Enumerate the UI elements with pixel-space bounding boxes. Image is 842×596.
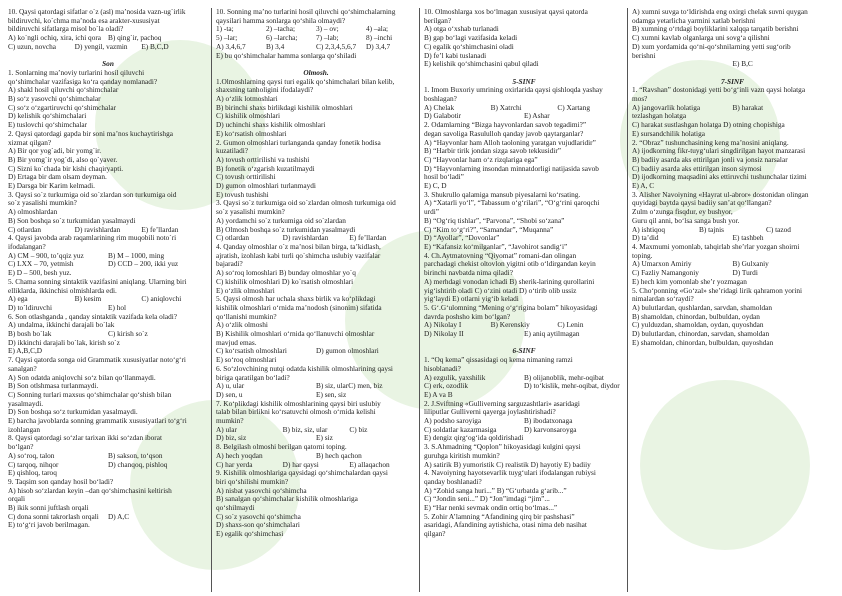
answer-options-row (632, 104, 833, 113)
text-line: C) so‘z o‘zgartiruvchi qo‘shimchalar (8, 103, 116, 112)
text-line: E) kelishik qo‘shimchasini qabul qiladi (424, 60, 539, 69)
answer-option: D) Galabotir (424, 111, 462, 121)
answer-option: C) kirish so`z (108, 329, 148, 339)
text-line: D) shaxs-son qo‘shimchalari (216, 521, 300, 530)
answer-option: C) aniqlovchi (141, 294, 182, 304)
text-line: davrda poshsho kim bo‘lgan? (424, 312, 511, 321)
text-line: E) bu qo‘shimchalar hamma sonlarga qo‘shiladi (216, 51, 357, 60)
text-line: 4. Maxmumi yomonlab, tahqirlab she’rlar yozgan shoirni (632, 242, 800, 251)
answer-option: 3) – ov; (316, 24, 339, 34)
text-line: biriga qaratilgan bo‘ladi? (216, 373, 290, 382)
answer-options-row (216, 347, 416, 356)
text-line: 3. S.Ahmadning “Qoplon” hikoyasidagi kulgini qaysi (424, 443, 581, 452)
answer-option: C) Fazliy Namangoniy (632, 268, 699, 278)
answer-option: B) Kerenskiy (490, 320, 530, 330)
text-line (632, 69, 833, 78)
text-line: D) ijodkorning maqsadini aks ettiruvchi tushunchalar tizimi (632, 173, 807, 182)
text-line: bildiruvchi sifatlarga misol bo`la oladi? (8, 25, 124, 34)
answer-option: B) Xatrchi (490, 102, 522, 112)
answer-option: A) ular (216, 424, 237, 434)
answer-options-row (424, 426, 624, 435)
text-line: elliklarda, ikkinchisi olmishlarda edi. (8, 286, 117, 295)
text-line: B) Bir yomg`ir yog`di, also qo`yaver. (8, 155, 118, 164)
answer-options-row (216, 461, 416, 470)
text-line: B) xumning o‘rtdagi boyliklarini xalqqa tarqatib berishni (632, 25, 799, 34)
text-line: 2. Qaysi qatordagi gapda bir soni ma’nos kuchaytirishga (8, 129, 173, 138)
text-line: C) xumni kavlab olganlarga uni sovg‘a qilishni (632, 34, 770, 43)
text-line: D) kelishik qo‘shimchalari (8, 112, 87, 121)
answer-option: B) Gulxaniy (732, 259, 769, 269)
text-line: A) otga o‘xshab turlanadi (424, 25, 499, 34)
answer-option: E) tashbeh (732, 233, 764, 243)
text-line: A) Son odatda aniqlovchi so‘z bilan qo‘llanmaydi. (8, 373, 156, 382)
answer-options-row (424, 112, 624, 121)
answer-option: A) so‘roq, talon (8, 450, 55, 460)
test-page (4, 8, 838, 592)
answer-options-row (8, 513, 208, 522)
text-line: E) dengiz qirg‘og‘ida qoldirishadi (424, 434, 524, 443)
answer-option: D) ravishlardan (74, 224, 121, 234)
section-heading: 6-SINF (512, 347, 536, 356)
answer-options-row (424, 382, 624, 391)
answer-option: D) CCD – 200, ikki yuz (108, 259, 179, 269)
answer-options-row (8, 330, 208, 339)
answer-options-row (632, 269, 833, 278)
answer-option: C) Xartang (557, 102, 590, 112)
text-line: shaxsning tanholigini ifodalaydi? (216, 86, 314, 95)
text-line: qo‘llanishi mumkin? (216, 312, 277, 321)
text-line: C) egalik qo‘shimchasini oladi (424, 42, 514, 51)
text-line: mavjud emas. (216, 338, 257, 347)
text-line: E) tuslovchi qo‘shimchalar (8, 121, 88, 130)
column-4 (628, 8, 836, 592)
text-line: A) tovush orttirilishi va tushishi (216, 155, 310, 164)
answer-option: A) CM – 900, to’qqiz yuz (8, 250, 84, 260)
text-line: B) “Harbir tirik jondan sizga savob tekkusidir” (424, 147, 561, 156)
text-line: talab bilan birlikni ko‘rsatuvchi olmosh o‘rnida kelishi (216, 408, 376, 417)
text-line: A) nisbat yasovchi qo‘shimcha (216, 486, 307, 495)
text-line: 3. Shukrullo qalamiga mansub piyesalarni ko‘rsating. (424, 190, 581, 199)
text-line: 9. Taqsim son qanday hosil bo‘ladi? (8, 477, 114, 486)
text-line: E) so‘roq olmoshlari (216, 356, 277, 365)
answer-option: C) LXX – 70, yetmish (8, 259, 74, 269)
answer-option: B) tajnis (699, 224, 724, 234)
answer-option: C) biz (349, 424, 368, 434)
answer-option: D) yengil, vazmin (74, 41, 128, 51)
section-heading: Son (102, 60, 114, 69)
answer-option: D) har qaysi (282, 459, 319, 469)
text-line: 6. Son otlashganda , qanday sintaktik vazifada kela oladi? (8, 312, 177, 321)
answer-option: 5) –lar; (216, 33, 238, 43)
text-line: B) badiiy asarda aks ettirilgan jonli va jonsiz narsalar (632, 155, 788, 164)
answer-option: D) to`ldiruvchi (8, 302, 52, 312)
text-line: 1. Sonlarning ma’noviy turlarini hosil qiluvchi (8, 68, 145, 77)
text-line: 4. Navoiyning hayotsevarlik tuyg‘ulari ifodalangan rubiysi (424, 469, 596, 478)
text-line: xizmat qilgan? (8, 138, 52, 147)
answer-option: A) ishtiqoq (632, 224, 666, 234)
text-line: A) Bir qor yog`adi, bir yomg`ir. (8, 147, 102, 156)
section-heading: 7-SINF (720, 77, 745, 86)
text-line: hisoblanadi? (424, 364, 461, 373)
text-line: 9. Kishilik olmoshlariga qaysidagi qo‘shimchalardan qaysi (216, 469, 388, 478)
answer-option: 1) -ta; (216, 24, 234, 34)
answer-option: C) ko‘rsatish olmoshlari (216, 346, 287, 356)
text-line: 1. Imom Buxoriy umrining oxirlarida qaysi qishloqda yashay (424, 86, 603, 95)
text-line: toping. (632, 251, 653, 260)
answer-option: C) otlardan (216, 233, 250, 243)
answer-option: A) Nikolay I (424, 320, 462, 330)
text-line: qaysilari hamma sonlarga qo‘shila olmaydi? (216, 16, 346, 25)
answer-options-row (632, 234, 833, 243)
text-line: E) tovush tushishi (216, 190, 269, 199)
text-line: 1. “Oq kema” qissasidagi oq kema nimaning ramzi (424, 356, 573, 365)
text-line: 3. Qaysi so`z turkumiga oid so`zlardan son turkumiga oid (8, 190, 177, 199)
text-line: yasalmaydi. (8, 399, 44, 408)
answer-option: E) hol (108, 302, 127, 312)
text-line (424, 339, 624, 348)
text-line: E) sursandchilik holatiga (632, 129, 705, 138)
answer-option: B) qing`ir, pachoq (108, 33, 162, 43)
text-line: tezlashgan holatga (632, 112, 687, 121)
text-line: hosil bo‘ladi” (424, 173, 464, 182)
text-line: degan savoliga Rasululloh qanday javob qaytarganlar? (424, 129, 584, 138)
answer-option: A) ezgulik, yaxshilik (424, 372, 486, 382)
text-line: D) xum yordamida qo‘ni-qo‘shnilarning yetti sug‘orib (632, 42, 791, 51)
text-line: bildiruvchi, ko`chma ma’noda esa arakter-xususiyat (8, 16, 160, 25)
answer-option: E) B,C (732, 59, 753, 69)
text-line: C) Sizni ko`chada bir kishi chaqiryapti. (8, 164, 124, 173)
text-line: quyidagi baytda qaysi badiiy san’at qo‘llangan? (632, 199, 772, 208)
text-line: B) “Og‘riq tishlar”, “Parvona”, “Shobi so‘zana” (424, 216, 565, 225)
answer-option: E) Ashar (524, 111, 550, 121)
answer-option: D) biz, siz (216, 433, 247, 443)
text-line: B) sanalgan qo‘shimchalar kishilik olmoshlariga (216, 495, 358, 504)
answer-option: A) ko`ngli ochiq, xira, ichi qora (8, 33, 102, 43)
text-line: ifodalangan? (8, 242, 46, 251)
text-line: B) shamoldan, chinordan, bulbuldan, oydan (632, 312, 760, 321)
answer-options-row (216, 43, 416, 52)
column-2 (212, 8, 420, 592)
answer-option: E) aniq aytilmagan (524, 329, 580, 339)
text-line: E) ko‘rsatish olmoshlari (216, 129, 287, 138)
text-line: kishilik olmoshlari o‘rnida ma’nodosh (sinonim) sifatida (216, 303, 382, 312)
answer-option: D) ta’did (632, 233, 659, 243)
text-line: yig‘ishtirib oladi C) o‘zini otadi D) o‘tirib olib ussiz (424, 286, 577, 295)
text-line: 8. Belgilash olmoshi berilgan qatorni toping. (216, 443, 347, 452)
text-line: A) so‘roq lomoshlari B) bunday olmoshlar yo`q (216, 269, 356, 278)
text-line: C) kishilik olmoshlari D) ko`rsatish olmoshlari (216, 277, 354, 286)
text-line: 8. Qaysi qatordagi so‘zlar tarixan ikki so‘zdan iborat (8, 434, 162, 443)
text-line: A) ijodkorning fikr-tuyg‘ulari singdirilgan hayot manzarasi (632, 147, 806, 156)
answer-option: E) allaqachon (349, 459, 390, 469)
answer-option: E) sen, siz (316, 389, 347, 399)
answer-option: C) soldatlar kazarmasiga (424, 424, 497, 434)
answer-options-row (8, 43, 208, 52)
text-line: Guru qil anni, bo‘lsa sanga bush yor. (632, 216, 740, 225)
text-line: E) A, C (632, 182, 655, 191)
answer-options-row (216, 234, 416, 243)
section-heading: Olmosh. (303, 68, 329, 77)
text-line: bo‘lgan? (8, 443, 34, 452)
answer-option: 7) –lab; (316, 33, 339, 43)
answer-option: C) erk, ozodlik (424, 381, 468, 391)
answer-options-row (8, 461, 208, 470)
answer-option: A) ega (8, 294, 28, 304)
text-line: A) “Hayvonlar ham Alloh taoloning yaratgan vujudlaridir” (424, 138, 596, 147)
text-line: 3. Alisher Navoiyning «Hayrat ul-abror» dostonidan olingan (632, 190, 809, 199)
text-line: B) birinchi shaxs birlikdagi kishilik olmoshlari (216, 103, 353, 112)
answer-option: B) hech qachon (316, 450, 362, 460)
text-line: 10. Sonning ma’no turlarini hosil qiluvchi qo‘shimchalarning (216, 8, 396, 16)
text-line: qo‘shilmaydi (216, 504, 255, 513)
answer-option: A) u, ular (216, 381, 245, 391)
text-line: 5. Zohir A’lamning “Afandining qirq bir pashshasi” (424, 512, 575, 521)
answer-option: C) dona sonni takrorlash orqali (8, 511, 99, 521)
text-line: 3. Qaysi so`z turkumiga oid so`zlardan olmosh turkumiga oid (216, 199, 396, 208)
answer-option: C) 2,3,4,5,6,7 (316, 41, 357, 51)
text-line: biri qo‘shilishi mumkin? (216, 477, 289, 486)
text-line: D) “Hayvonlarning insondan minnatdorligi natijasida savob (424, 164, 599, 173)
answer-option: A) hech yoqdan (216, 450, 263, 460)
text-line: E) qishloq, taroq (8, 469, 57, 478)
text-line: 5. G‘.G‘ulomning “Mening o‘g‘rigina bolam” hikoyasidagi (424, 303, 598, 312)
text-line: berishni (632, 51, 656, 60)
text-line: B) Son otlshmasa turlanmaydi. (8, 382, 99, 391)
answer-option: B) M – 1000, ming (108, 250, 165, 260)
text-line: sanalgan? (8, 364, 37, 373)
text-line: E) hech kim yomonlab she’r yozmagan (632, 277, 747, 286)
text-line: 5. Qaysi olmosh har uchala shaxs birlik va ko‘plikdagi (216, 295, 376, 304)
text-line: A) yordamchi so`z turkumiga oid so`zlardan (216, 216, 346, 225)
answer-option: C) otlardan (8, 224, 42, 234)
text-line: D) bulutlardan, chinordan, sarvdan, shamoldan (632, 330, 770, 339)
text-line: orqali (8, 495, 26, 504)
answer-option: D) sen, u (216, 389, 243, 399)
text-line: C) tovush orttirilishi (216, 173, 276, 182)
text-line: D) gumon olmoshlari turlanmaydi (216, 182, 316, 191)
answer-option: C) Lenin (557, 320, 584, 330)
answer-options-row (216, 434, 416, 443)
text-line: A) olmoshlardan (8, 208, 58, 217)
column-3 (420, 8, 628, 592)
text-line: A) hisob so‘zlardan keyin –dan qo‘shimchasini keltirish (8, 486, 172, 495)
text-line: qo‘shimchalar vazifasiga ko‘ra qanday nomlanadi? (8, 77, 158, 86)
text-line: E) “Kafansiz ko‘milganlar”, “Javohirot sandig‘i” (424, 242, 568, 251)
answer-option: B) 3,4 (266, 41, 285, 51)
answer-options-row (8, 304, 208, 313)
text-line: nimalardan so‘raydi? (632, 295, 694, 304)
text-line: bajaradi? (216, 260, 243, 269)
answer-options-row (8, 226, 208, 235)
answer-option: B) ibodatxonaga (524, 416, 573, 426)
answer-option: C) har yerda (216, 459, 253, 469)
answer-option: 2) –tacha; (266, 24, 295, 34)
text-line: E) to‘g‘ri javob berilmagan. (8, 521, 90, 530)
text-line: B) fonetik o‘zgarish kuzatilmaydi (216, 164, 315, 173)
answer-option: E) B,C,D (141, 41, 169, 51)
answer-option: A) jangovarlik holatiga (632, 102, 701, 112)
text-line: C) “Jondin seni...” D) “Jon”imdagi “jim”... (424, 495, 550, 504)
answer-option: D) A,C (108, 511, 130, 521)
text-line: E) shamoldan, chinordan, bulbuldan, quyoshdan (632, 338, 774, 347)
answer-option: B) bosh bo`lak (8, 329, 52, 339)
text-line: so`z yasalishi mumkin? (8, 199, 77, 208)
text-line: A) satirik B) yumoristik C) realistik D) hayotiy E) badiiy (424, 460, 591, 469)
text-line: E) Darsga bir Karim kelmadi. (8, 182, 95, 191)
answer-option: D) karvonsaroyga (524, 424, 577, 434)
text-line: A) bulutlardan, qushlardan, sarvdan, shamoldan (632, 303, 773, 312)
text-line: 4. Qaysi javobda arab raqamlarining rim muqobili noto`ri (8, 234, 177, 243)
answer-option: A) podsho saroyiga (424, 416, 482, 426)
text-line: E) A va B (424, 390, 453, 399)
column-1 (4, 8, 212, 592)
answer-option: D) chanqoq, pishloq (108, 459, 168, 469)
answer-option: B) biz, siz, ular (282, 424, 328, 434)
answer-option: C) tarqoq, nihqor (8, 459, 59, 469)
answer-option: C) tazod (766, 224, 791, 234)
text-line: 10. Olmoshlarga xos bo‘lmagan xususiyat qaysi qatorda (424, 8, 588, 16)
text-line: 7. Qaysi qatorda songa oid Grammatik xususiyatlar noto‘g‘ri (8, 356, 186, 365)
text-line (424, 69, 624, 78)
answer-option: D) to‘kislik, mehr-oqibat, diydor (524, 381, 620, 391)
answer-option: 8) –inchi (366, 33, 393, 43)
text-line: liliputlar Gulliverni qayerga joylashtirishadi? (424, 408, 556, 417)
answer-option: D) gumon olmoshlari (316, 346, 379, 356)
answer-option: A) 3,4,6,7 (216, 41, 246, 51)
text-line: ajratish, izohlash kabi turli qo`shimcha uslubiy vazifalar (216, 251, 381, 260)
text-line: A) xumni suvga to‘ldirishda eng oxirgi chelak suvni quygan (632, 8, 808, 16)
text-line: guruhga kiritish mumkin? (424, 451, 500, 460)
text-line: D) “Ayollar”, “Dovonlar” (424, 234, 500, 243)
text-line: B) so‘z yasovchi qo‘shimchalar (8, 95, 101, 104)
text-line: A) merhdagi vonodan ichadi B) sherik-larining qurollarini (424, 277, 595, 286)
text-line: so`z yasalishi mumkin? (216, 208, 285, 217)
text-line: urdi” (424, 208, 439, 217)
answer-options-row (216, 391, 416, 400)
text-line: C) kishilik olmoshlari (216, 112, 281, 121)
text-line: 7. Ko‘plikdagi kishilik olmoshlarining qaysi biri uslubiy (216, 399, 381, 408)
text-line: asaridagi, Afandining aytishicha, otasi nima deb nasihat (424, 521, 587, 530)
text-line: B) Son boshqa so`z turkumidan yasalmaydi (8, 216, 136, 225)
text-line: qilgan? (424, 530, 446, 539)
answer-option: 4) –ala; (366, 24, 389, 34)
text-line: 6. So‘zlovchining nutqi odatda kishilik olmoshlarining qaysi (216, 364, 393, 373)
text-line: E) D – 500, besh yuz. (8, 269, 72, 278)
answer-option (632, 60, 733, 69)
text-line: E) barcha javoblarda sonning grammatik xususiyatlari to‘g‘ri (8, 417, 187, 426)
text-line: A) shakl hosil qiluvchi qo‘shimchalar (8, 86, 119, 95)
answer-option: D) Turdi (732, 268, 758, 278)
text-line: E) o‘zlik olmoshlari (216, 286, 275, 295)
text-line: boshlagan? (424, 95, 457, 104)
text-line: C) so`z yasovchi qo‘shimcha (216, 512, 301, 521)
text-line: B) Kishilik olmoshlari o‘rnida qo‘llanuvchi olmoshlar (216, 330, 375, 339)
text-line: D) ikkinchi darajali bo`lak, kirish so`z (8, 338, 120, 347)
text-line: A) o‘zlik lotmoshlari (216, 95, 278, 104)
text-line: A) o‘zlik olmoshi (216, 321, 268, 330)
answer-option: B) sakson, to‘qson (108, 450, 163, 460)
text-line: D) fe’l kabi tuslanadi (424, 51, 487, 60)
text-line: D) uchinchi shaxs kishilik olmoshlari (216, 121, 326, 130)
text-line: 2. J.Sviftning «Gulliverning sarguzashtlari» asaridagi (424, 399, 580, 408)
text-line: D) Ertaga bir dam olsam deyman. (8, 173, 107, 182)
answer-option: A) Umarxon Amiriy (632, 259, 692, 269)
answer-option: D) Nikolay II (424, 329, 464, 339)
text-line: C) “Hayvonlar ham o‘z rizqlariga ega” (424, 155, 538, 164)
text-line: B) Olmosh boshqa so`z turkumidan yasalmaydi (216, 225, 356, 234)
answer-option: E) fe’llardan (349, 233, 387, 243)
answer-option: D) ravishlardan (282, 233, 329, 243)
text-line: odamga yetarlicha yarmini xatlab berishni (632, 16, 756, 25)
section-heading: 5-SINF (512, 77, 536, 86)
answer-option: E) siz (316, 433, 333, 443)
text-line: birinchi navbatda nima qiladi? (424, 269, 513, 278)
answer-option: B) olijanoblik, mehr-oqibat (524, 372, 604, 382)
text-line (216, 60, 416, 69)
answer-options-row (424, 330, 624, 339)
text-line: yig‘laydi E) otlarni yig‘ib keladi (424, 295, 519, 304)
text-line: E) C, D (424, 182, 447, 191)
text-line: C) harakat sustlashgan holatga D) otning chopishiga (632, 121, 785, 130)
text-line: D) Son boshqa so‘z turkumidan yasalmaydi. (8, 408, 138, 417)
text-line: 1. “Ravshan” dostonidagi yetti bo‘g‘inli vazn qaysi holatga (632, 86, 806, 95)
text-line: C) Sonning turlari maxsus qo‘shimchalar qo‘shish bilan (8, 390, 172, 399)
text-line: 4. Qanday olmoshlar o`z ma’nosi bilan birga, ta’kidlash, (216, 242, 381, 251)
text-line: Zulm o‘zunga fisqdur, ey bushyor, (632, 208, 733, 217)
answer-options-row (632, 60, 833, 69)
answer-option: A) Chelak (424, 102, 455, 112)
text-line: A) “Xatarli yo‘l”, “Tabassum o‘g‘rilari”, “O‘g‘rini qaroqchi (424, 199, 600, 208)
text-line: 2. Odamlarning “Bizga hayvonlardan savob tegadimi?” (424, 121, 587, 130)
text-line: 5. Cho‘ponning «Go‘zal» she’ridagi lirik qahramon yorini (632, 286, 803, 295)
answer-option: E) fe’llardan (141, 224, 179, 234)
answer-option: B) siz, ularC) men, biz (316, 381, 383, 391)
text-line: qanday boshlanadi? (424, 477, 482, 486)
text-line: izohlangan (8, 425, 41, 434)
answer-option: B) kesim (74, 294, 102, 304)
text-line: A) undalma, ikkinchi darajali bo`lak (8, 321, 115, 330)
answer-option: C) uzun, novcha (8, 41, 57, 51)
answer-option: 6) –larcha; (266, 33, 298, 43)
text-line: 2. “Obraz” tushunchasining keng ma’nosini aniqlang. (632, 138, 789, 147)
text-line: kuzatiladi? (216, 147, 249, 156)
text-line: C) yulduzdan, shamoldan, oydan, quyoshdan (632, 321, 764, 330)
text-line: mos? (632, 95, 648, 104)
text-line: 2. Gumon olmoshlari turlanganda qanday fonetik hodisa (216, 138, 381, 147)
text-line: E) egalik qo‘shimchasi (216, 530, 284, 539)
text-line: E) A,B,C,D (8, 347, 43, 356)
text-line: A) “Zohid sanga huri...” B) “G‘urbatda g‘arib...” (424, 486, 567, 495)
text-line: parchadagi chekist oltovlon yigitni otib o‘ldirgandan keyin (424, 260, 596, 269)
text-line (8, 52, 208, 61)
answer-option: D) 3,4,7 (366, 41, 391, 51)
text-line: 10. Qaysi qatordagi sifatlar o`z (asl) ma’nosida vazn-ug`irlik (8, 8, 186, 16)
answer-option: B) harakat (732, 102, 764, 112)
text-line: mumkin? (216, 417, 244, 426)
text-line: berilgan? (424, 16, 452, 25)
answer-options-row (8, 260, 208, 269)
text-line: E) “Har nenki sevmak ondin ortiq bo‘lmas...” (424, 504, 558, 513)
text-line: B) ikik sonni juftlash orqali (8, 504, 89, 513)
text-line: C) badiiy asarda aks ettirilgan inson siymosi (632, 164, 762, 173)
text-line: B) gap bo‘lagi vazifasida keladi (424, 34, 518, 43)
text-line: 4. Ch.Aytmatovning “Qiyomat” romani-dan olingan (424, 251, 577, 260)
text-line: C) “Kim to‘g‘ri?”, “Samandar”, “Muqanna” (424, 225, 554, 234)
text-line: 5. Chama sonning sintaktik vazifasini aniqlang. Ularning biri (8, 277, 187, 286)
text-line: 1.Olmoshlarning qaysi turi egalik qo‘shimchalari bilan kelib, (216, 77, 395, 86)
